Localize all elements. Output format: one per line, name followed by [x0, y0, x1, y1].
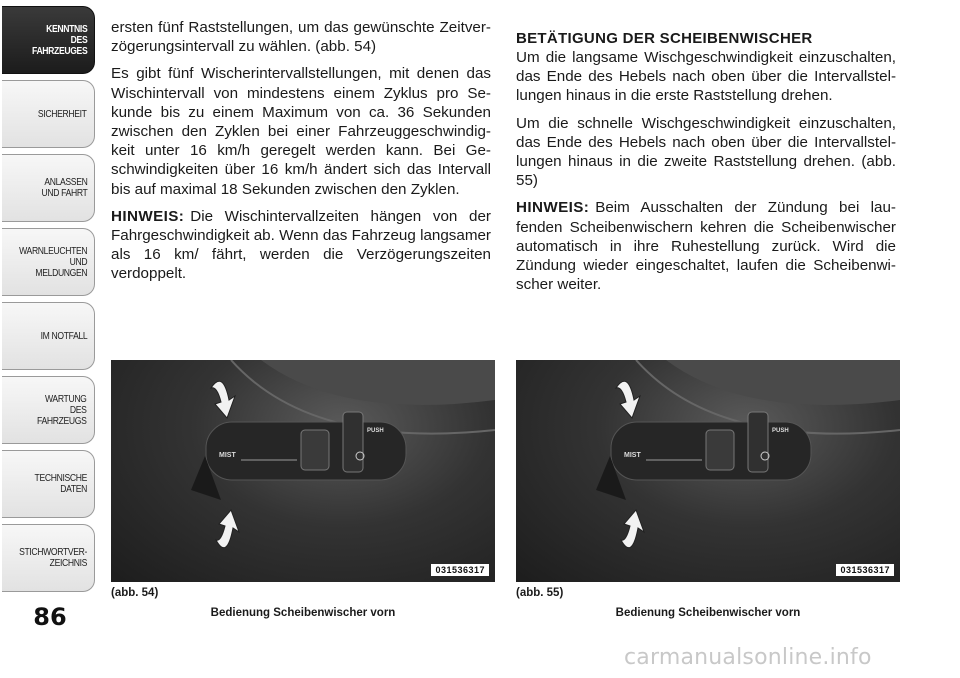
paragraph: ersten fünf Raststellungen, um das gewünschte Zeitver- zögerungsintervall zu wählen. (abb. 54)	[111, 19, 491, 56]
figure-ref: (abb. 54)	[111, 587, 159, 599]
page-number: 86	[33, 603, 67, 631]
lever-push-label: PUSH	[367, 428, 384, 434]
note-label: HINWEIS:	[111, 207, 185, 225]
lever-push-label: PUSH	[772, 428, 789, 434]
note-label: HINWEIS:	[516, 199, 590, 217]
tab-label: WARNLEUCHTEN UND MELDUNGEN	[18, 245, 87, 279]
note-text: Die Wischintervallzeiten hängen von der Fahrgeschwindigkeit ab. Wenn das Fahrzeug langsamer als 16 km/ fährt, werden die Verzögerungszeiten verdoppelt.	[111, 207, 491, 283]
tab-label: IM NOTFALL	[40, 330, 87, 342]
figure-code: 031536317	[431, 564, 489, 576]
left-text-column	[111, 18, 491, 292]
section-heading: BETÄTIGUNG DER SCHEIBENWISCHER	[516, 30, 813, 47]
tab-im-notfall[interactable]	[2, 302, 95, 370]
tab-technische-daten[interactable]	[2, 450, 95, 518]
tab-label: SICHERHEIT	[38, 108, 87, 120]
tab-label: ANLASSEN UND FAHRT	[41, 177, 87, 199]
tab-label: WARTUNG DES FAHRZEUGS	[37, 393, 87, 427]
chapter-sidebar	[0, 0, 96, 678]
figure-caption: Bedienung Scheibenwischer vorn	[210, 607, 396, 619]
lever-mist-label: MIST	[219, 452, 236, 459]
figure-caption: Bedienung Scheibenwischer vorn	[615, 607, 801, 619]
wiper-lever-illustration	[516, 360, 900, 582]
tab-stichwortverzeichnis[interactable]	[2, 524, 95, 592]
wiper-lever-photo	[111, 360, 495, 582]
tab-label: TECHNISCHE DATEN	[34, 473, 87, 495]
tab-warnleuchten-und-meldungen[interactable]	[2, 228, 95, 296]
tab-anlassen-und-fahrt[interactable]	[2, 154, 95, 222]
note-paragraph	[111, 207, 491, 284]
paragraph: Um die langsame Wischgeschwindigkeit einzuschalten, das Ende des Hebels nach oben über die Intervallstel- lungen hinaus in die erste Raststellung drehen.	[516, 49, 896, 105]
tab-label: STICHWORTVER- ZEICHNIS	[19, 547, 87, 569]
paragraph: Es gibt fünf Wischerintervallstellungen, mit denen das Wischintervall von mindestens einem Zyklus pro Se- kunde bis zu einem Maximum von ca. 36 Sekunden zwischen den Zyklen bei einer Fahrzeuggeschwindig- keit unter 16 km/h geregelt werden kann. Bei Ge- schwindigkeiten über 16 km/h ändert sich das Intervall bis auf maximal 18 Sekunden zwischen den Zyklen.	[111, 65, 491, 198]
right-text-column	[516, 18, 896, 302]
note-text: Beim Ausschalten der Zündung bei lau- fenden Scheibenwischern kehren die Scheibenwischer automatisch in ihre Ruhestellung zurück. Wird die Zündung wieder eingeschaltet, laufen die Scheibenwi- scher weiter.	[516, 199, 896, 294]
wiper-lever-illustration	[111, 360, 495, 582]
note-paragraph	[516, 198, 896, 294]
lever-mist-label: MIST	[624, 452, 641, 459]
figure-code: 031536317	[836, 564, 894, 576]
tab-wartung-des-fahrzeugs[interactable]	[2, 376, 95, 444]
tab-sicherheit[interactable]	[2, 80, 95, 148]
watermark-text: carmanualsonline.info	[624, 645, 872, 670]
wiper-lever-photo	[516, 360, 900, 582]
figure-ref: (abb. 55)	[516, 587, 564, 599]
tab-label: KENNTNIS DES FAHRZEUGES	[31, 23, 87, 57]
tab-kenntnis-des-fahrzeuges[interactable]	[2, 6, 95, 74]
paragraph: Um die schnelle Wischgeschwindigkeit einzuschalten, das Ende des Hebels nach oben über die Intervallstel- lungen hinaus in die zweite Raststellung drehen. (abb. 55)	[516, 114, 896, 190]
